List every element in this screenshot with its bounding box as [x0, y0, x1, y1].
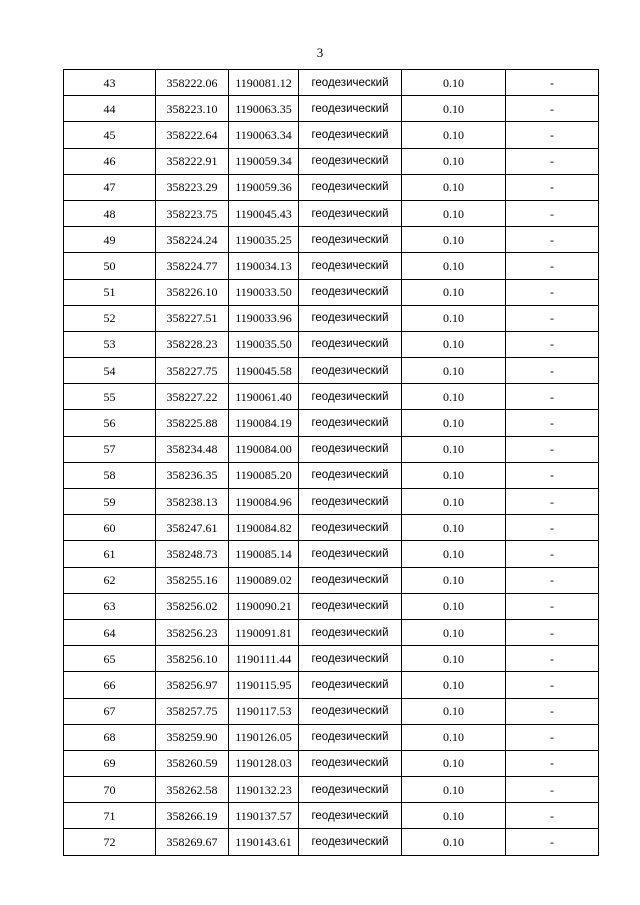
note-cell: - [506, 750, 599, 776]
y-coordinate-cell: 1190084.82 [229, 515, 299, 541]
note-cell: - [506, 803, 599, 829]
method-cell: геодезический [299, 646, 402, 672]
note-cell: - [506, 672, 599, 698]
note-cell: - [506, 436, 599, 462]
method-cell: геодезический [299, 358, 402, 384]
accuracy-cell: 0.10 [402, 567, 506, 593]
table-row [64, 672, 599, 698]
note-cell: - [506, 122, 599, 148]
x-coordinate-cell: 358256.02 [156, 593, 229, 619]
method-cell: геодезический [299, 148, 402, 174]
y-coordinate-cell: 1190111.44 [229, 646, 299, 672]
note-cell: - [506, 489, 599, 515]
y-coordinate-cell: 1190126.05 [229, 724, 299, 750]
point-number-cell: 54 [64, 358, 156, 384]
y-coordinate-cell: 1190059.34 [229, 148, 299, 174]
table-row [64, 200, 599, 226]
point-number-cell: 71 [64, 803, 156, 829]
accuracy-cell: 0.10 [402, 750, 506, 776]
accuracy-cell: 0.10 [402, 646, 506, 672]
point-number-cell: 55 [64, 384, 156, 410]
coordinates-table-body [64, 70, 599, 856]
note-cell: - [506, 619, 599, 645]
note-cell: - [506, 777, 599, 803]
table-row [64, 384, 599, 410]
y-coordinate-cell: 1190132.23 [229, 777, 299, 803]
table-row [64, 724, 599, 750]
note-cell: - [506, 96, 599, 122]
note-cell: - [506, 724, 599, 750]
x-coordinate-cell: 358259.90 [156, 724, 229, 750]
point-number-cell: 44 [64, 96, 156, 122]
x-coordinate-cell: 358248.73 [156, 541, 229, 567]
method-cell: геодезический [299, 541, 402, 567]
y-coordinate-cell: 1190143.61 [229, 829, 299, 855]
x-coordinate-cell: 358256.23 [156, 619, 229, 645]
table-row [64, 462, 599, 488]
x-coordinate-cell: 358266.19 [156, 803, 229, 829]
table-row [64, 227, 599, 253]
method-cell: геодезический [299, 384, 402, 410]
accuracy-cell: 0.10 [402, 803, 506, 829]
point-number-cell: 46 [64, 148, 156, 174]
x-coordinate-cell: 358225.88 [156, 410, 229, 436]
point-number-cell: 59 [64, 489, 156, 515]
method-cell: геодезический [299, 253, 402, 279]
accuracy-cell: 0.10 [402, 698, 506, 724]
point-number-cell: 45 [64, 122, 156, 148]
note-cell: - [506, 698, 599, 724]
point-number-cell: 64 [64, 619, 156, 645]
y-coordinate-cell: 1190089.02 [229, 567, 299, 593]
method-cell: геодезический [299, 174, 402, 200]
note-cell: - [506, 174, 599, 200]
note-cell: - [506, 593, 599, 619]
note-cell: - [506, 384, 599, 410]
point-number-cell: 56 [64, 410, 156, 436]
note-cell: - [506, 331, 599, 357]
accuracy-cell: 0.10 [402, 227, 506, 253]
table-row [64, 70, 599, 96]
point-number-cell: 52 [64, 305, 156, 331]
accuracy-cell: 0.10 [402, 672, 506, 698]
x-coordinate-cell: 358224.24 [156, 227, 229, 253]
y-coordinate-cell: 1190128.03 [229, 750, 299, 776]
y-coordinate-cell: 1190035.50 [229, 331, 299, 357]
accuracy-cell: 0.10 [402, 122, 506, 148]
method-cell: геодезический [299, 462, 402, 488]
x-coordinate-cell: 358257.75 [156, 698, 229, 724]
method-cell: геодезический [299, 227, 402, 253]
x-coordinate-cell: 358222.91 [156, 148, 229, 174]
table-row [64, 541, 599, 567]
accuracy-cell: 0.10 [402, 305, 506, 331]
point-number-cell: 63 [64, 593, 156, 619]
y-coordinate-cell: 1190033.96 [229, 305, 299, 331]
x-coordinate-cell: 358224.77 [156, 253, 229, 279]
x-coordinate-cell: 358238.13 [156, 489, 229, 515]
accuracy-cell: 0.10 [402, 96, 506, 122]
accuracy-cell: 0.10 [402, 436, 506, 462]
accuracy-cell: 0.10 [402, 724, 506, 750]
method-cell: геодезический [299, 305, 402, 331]
point-number-cell: 61 [64, 541, 156, 567]
table-row [64, 279, 599, 305]
y-coordinate-cell: 1190061.40 [229, 384, 299, 410]
method-cell: геодезический [299, 619, 402, 645]
x-coordinate-cell: 358222.06 [156, 70, 229, 96]
method-cell: геодезический [299, 436, 402, 462]
method-cell: геодезический [299, 331, 402, 357]
method-cell: геодезический [299, 777, 402, 803]
method-cell: геодезический [299, 593, 402, 619]
table-row [64, 489, 599, 515]
accuracy-cell: 0.10 [402, 148, 506, 174]
table-row [64, 253, 599, 279]
table-row [64, 174, 599, 200]
y-coordinate-cell: 1190085.14 [229, 541, 299, 567]
accuracy-cell: 0.10 [402, 331, 506, 357]
method-cell: геодезический [299, 750, 402, 776]
point-number-cell: 58 [64, 462, 156, 488]
table-row [64, 515, 599, 541]
table-row [64, 593, 599, 619]
table-row [64, 829, 599, 855]
y-coordinate-cell: 1190045.43 [229, 200, 299, 226]
point-number-cell: 49 [64, 227, 156, 253]
x-coordinate-cell: 358234.48 [156, 436, 229, 462]
table-row [64, 148, 599, 174]
table-row [64, 436, 599, 462]
point-number-cell: 69 [64, 750, 156, 776]
table-row [64, 803, 599, 829]
note-cell: - [506, 358, 599, 384]
x-coordinate-cell: 358228.23 [156, 331, 229, 357]
point-number-cell: 60 [64, 515, 156, 541]
accuracy-cell: 0.10 [402, 384, 506, 410]
table-row [64, 331, 599, 357]
y-coordinate-cell: 1190084.00 [229, 436, 299, 462]
table-row [64, 410, 599, 436]
point-number-cell: 70 [64, 777, 156, 803]
note-cell: - [506, 70, 599, 96]
y-coordinate-cell: 1190115.95 [229, 672, 299, 698]
note-cell: - [506, 567, 599, 593]
y-coordinate-cell: 1190091.81 [229, 619, 299, 645]
accuracy-cell: 0.10 [402, 541, 506, 567]
x-coordinate-cell: 358262.58 [156, 777, 229, 803]
x-coordinate-cell: 358226.10 [156, 279, 229, 305]
x-coordinate-cell: 358269.67 [156, 829, 229, 855]
x-coordinate-cell: 358222.64 [156, 122, 229, 148]
method-cell: геодезический [299, 515, 402, 541]
note-cell: - [506, 515, 599, 541]
point-number-cell: 57 [64, 436, 156, 462]
accuracy-cell: 0.10 [402, 174, 506, 200]
x-coordinate-cell: 358260.59 [156, 750, 229, 776]
page-number: 3 [316, 45, 324, 60]
x-coordinate-cell: 358256.97 [156, 672, 229, 698]
x-coordinate-cell: 358236.35 [156, 462, 229, 488]
method-cell: геодезический [299, 672, 402, 698]
note-cell: - [506, 200, 599, 226]
point-number-cell: 50 [64, 253, 156, 279]
accuracy-cell: 0.10 [402, 593, 506, 619]
point-number-cell: 68 [64, 724, 156, 750]
note-cell: - [506, 462, 599, 488]
x-coordinate-cell: 358223.10 [156, 96, 229, 122]
point-number-cell: 47 [64, 174, 156, 200]
x-coordinate-cell: 358255.16 [156, 567, 229, 593]
table-row [64, 567, 599, 593]
point-number-cell: 66 [64, 672, 156, 698]
accuracy-cell: 0.10 [402, 829, 506, 855]
point-number-cell: 51 [64, 279, 156, 305]
accuracy-cell: 0.10 [402, 253, 506, 279]
x-coordinate-cell: 358223.29 [156, 174, 229, 200]
table-row [64, 619, 599, 645]
x-coordinate-cell: 358227.75 [156, 358, 229, 384]
y-coordinate-cell: 1190045.58 [229, 358, 299, 384]
note-cell: - [506, 646, 599, 672]
x-coordinate-cell: 358227.51 [156, 305, 229, 331]
point-number-cell: 53 [64, 331, 156, 357]
point-number-cell: 65 [64, 646, 156, 672]
method-cell: геодезический [299, 829, 402, 855]
accuracy-cell: 0.10 [402, 70, 506, 96]
y-coordinate-cell: 1190034.13 [229, 253, 299, 279]
method-cell: геодезический [299, 724, 402, 750]
method-cell: геодезический [299, 279, 402, 305]
note-cell: - [506, 829, 599, 855]
y-coordinate-cell: 1190081.12 [229, 70, 299, 96]
accuracy-cell: 0.10 [402, 462, 506, 488]
accuracy-cell: 0.10 [402, 358, 506, 384]
note-cell: - [506, 410, 599, 436]
method-cell: геодезический [299, 96, 402, 122]
y-coordinate-cell: 1190063.35 [229, 96, 299, 122]
note-cell: - [506, 279, 599, 305]
method-cell: геодезический [299, 410, 402, 436]
y-coordinate-cell: 1190085.20 [229, 462, 299, 488]
method-cell: геодезический [299, 567, 402, 593]
note-cell: - [506, 253, 599, 279]
method-cell: геодезический [299, 698, 402, 724]
table-row [64, 96, 599, 122]
table-row [64, 646, 599, 672]
y-coordinate-cell: 1190090.21 [229, 593, 299, 619]
coordinates-table [63, 69, 599, 856]
table-row [64, 750, 599, 776]
method-cell: геодезический [299, 200, 402, 226]
note-cell: - [506, 227, 599, 253]
point-number-cell: 72 [64, 829, 156, 855]
accuracy-cell: 0.10 [402, 279, 506, 305]
x-coordinate-cell: 358223.75 [156, 200, 229, 226]
point-number-cell: 62 [64, 567, 156, 593]
note-cell: - [506, 305, 599, 331]
x-coordinate-cell: 358256.10 [156, 646, 229, 672]
accuracy-cell: 0.10 [402, 200, 506, 226]
y-coordinate-cell: 1190084.19 [229, 410, 299, 436]
accuracy-cell: 0.10 [402, 410, 506, 436]
table-row [64, 305, 599, 331]
x-coordinate-cell: 358227.22 [156, 384, 229, 410]
y-coordinate-cell: 1190063.34 [229, 122, 299, 148]
note-cell: - [506, 541, 599, 567]
y-coordinate-cell: 1190035.25 [229, 227, 299, 253]
method-cell: геодезический [299, 489, 402, 515]
note-cell: - [506, 148, 599, 174]
y-coordinate-cell: 1190033.50 [229, 279, 299, 305]
accuracy-cell: 0.10 [402, 515, 506, 541]
method-cell: геодезический [299, 803, 402, 829]
accuracy-cell: 0.10 [402, 777, 506, 803]
table-row [64, 122, 599, 148]
table-row [64, 358, 599, 384]
accuracy-cell: 0.10 [402, 619, 506, 645]
y-coordinate-cell: 1190137.57 [229, 803, 299, 829]
method-cell: геодезический [299, 70, 402, 96]
table-row [64, 698, 599, 724]
y-coordinate-cell: 1190084.96 [229, 489, 299, 515]
accuracy-cell: 0.10 [402, 489, 506, 515]
x-coordinate-cell: 358247.61 [156, 515, 229, 541]
method-cell: геодезический [299, 122, 402, 148]
y-coordinate-cell: 1190059.36 [229, 174, 299, 200]
table-row [64, 777, 599, 803]
point-number-cell: 43 [64, 70, 156, 96]
y-coordinate-cell: 1190117.53 [229, 698, 299, 724]
point-number-cell: 67 [64, 698, 156, 724]
point-number-cell: 48 [64, 200, 156, 226]
